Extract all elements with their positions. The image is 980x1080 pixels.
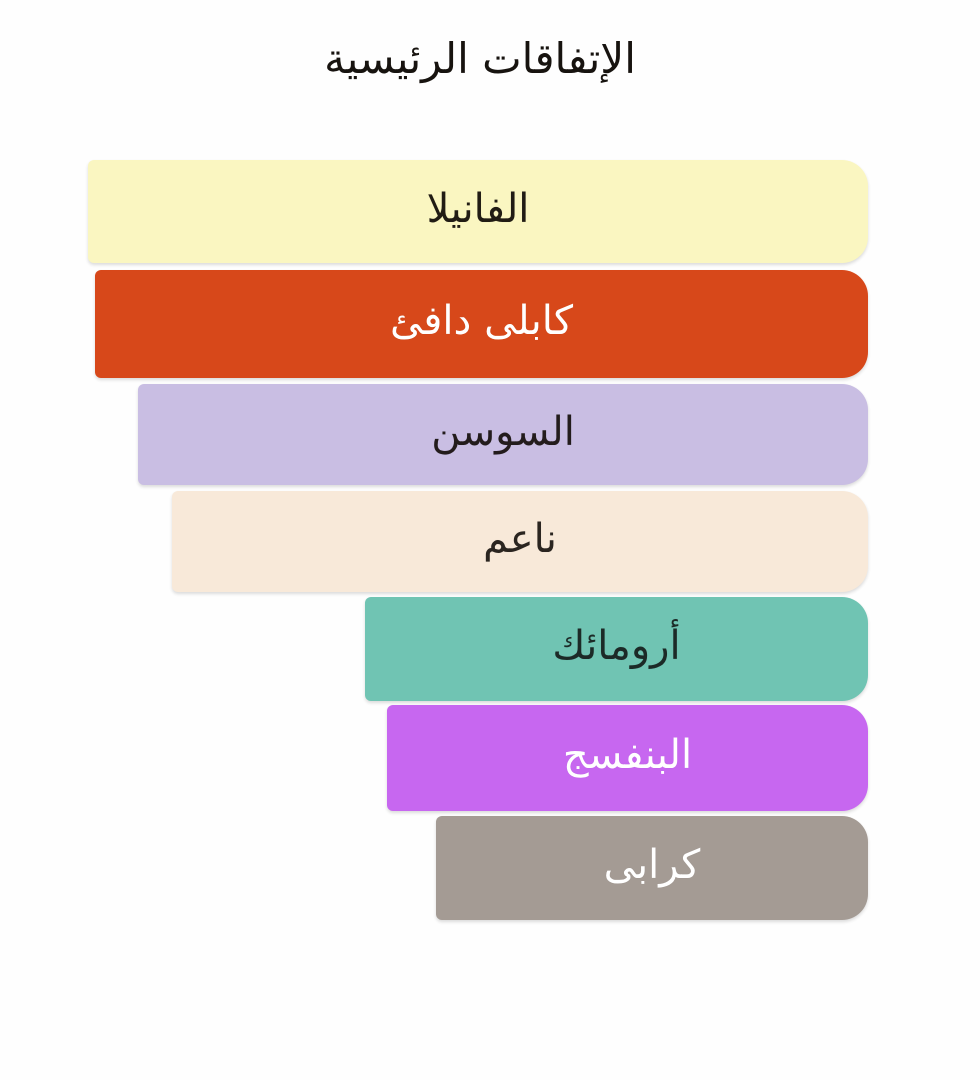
accord-label: أرومائك — [552, 623, 681, 669]
accord-bar — [172, 491, 868, 592]
chart-title: الإتفاقات الرئيسية — [324, 34, 636, 83]
accord-bar — [88, 160, 868, 263]
accord-label: البنفسج — [562, 732, 693, 778]
accord-bar — [138, 384, 868, 485]
accord-bar — [365, 597, 868, 701]
accord-label: كابلى دافئ — [389, 298, 574, 344]
accord-label: السوسن — [431, 408, 575, 455]
accord-bar — [95, 270, 868, 378]
accord-label: كرابى — [603, 842, 701, 888]
accord-label: ناعم — [483, 515, 557, 562]
accord-bar — [387, 705, 868, 811]
accord-bar — [436, 816, 868, 920]
accord-label: الفانيلا — [426, 185, 530, 232]
